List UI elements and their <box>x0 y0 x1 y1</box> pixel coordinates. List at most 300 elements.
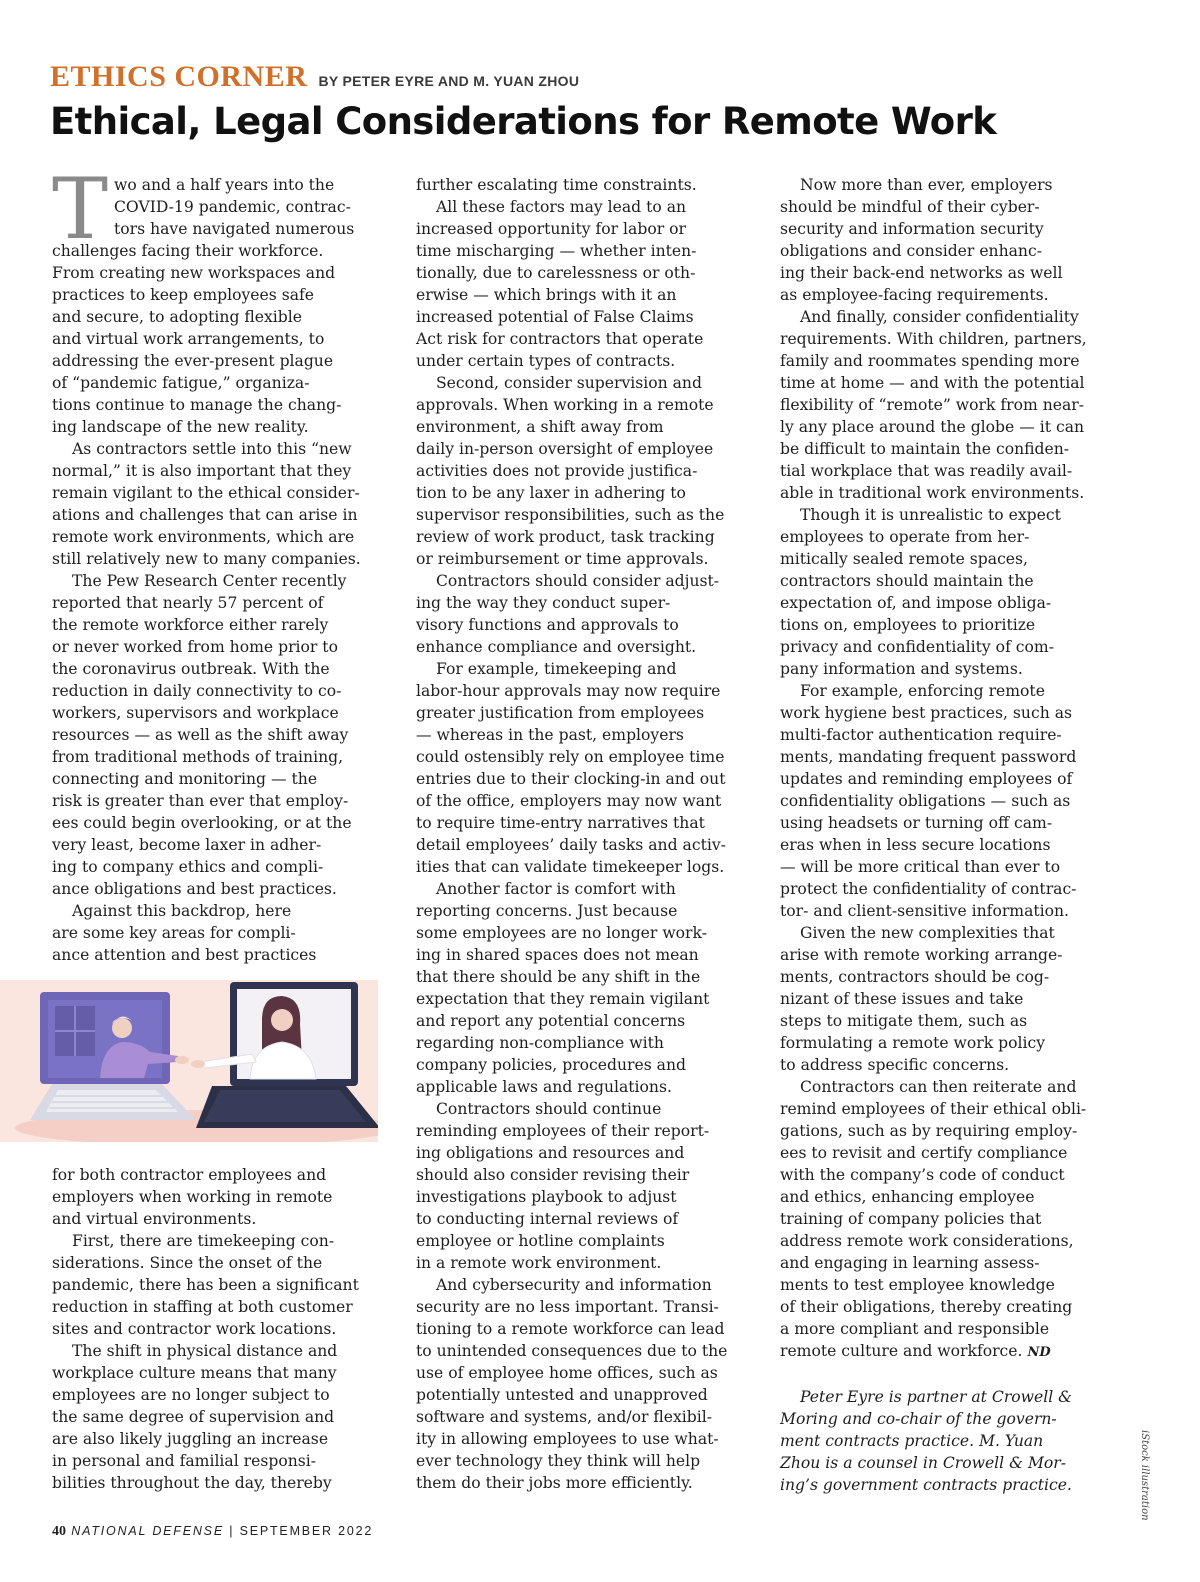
line-text: employers when working in remote <box>52 1188 333 1206</box>
text-line <box>780 174 1120 196</box>
line-text: time at home — and with the potential <box>780 374 1085 392</box>
line-text: reported that nearly 57 percent of <box>52 594 324 612</box>
line-text: resources — as well as the shift away <box>52 726 349 744</box>
text-line <box>416 614 756 636</box>
line-text: greater justification from employees <box>416 704 705 722</box>
line-text: and report any potential concerns <box>416 1012 686 1030</box>
line-text: and virtual environments. <box>52 1210 257 1228</box>
text-line <box>416 680 756 702</box>
line-text: ities that can validate timekeeper logs. <box>416 858 725 876</box>
text-line <box>416 416 756 438</box>
text-line <box>780 460 1120 482</box>
line-text: siderations. Since the onset of the <box>52 1254 323 1272</box>
line-text: remain vigilant to the ethical consider- <box>52 484 360 502</box>
text-line <box>780 438 1120 460</box>
text-line <box>780 526 1120 548</box>
text-line <box>114 174 392 196</box>
line-text: expectation of, and impose obliga- <box>780 594 1052 612</box>
line-text: pandemic, there has been a significant <box>52 1276 359 1294</box>
text-line <box>780 856 1120 878</box>
text-line <box>416 1450 756 1472</box>
line-text: security and information security <box>780 220 1044 238</box>
line-text: ees to revisit and certify compliance <box>780 1144 1068 1162</box>
line-text: remote work environments, which are <box>52 528 355 546</box>
byline: BY PETER EYRE AND M. YUAN ZHOU <box>318 73 580 89</box>
text-line <box>416 1164 756 1186</box>
line-text: reporting concerns. Just because <box>416 902 678 920</box>
text-line <box>780 1054 1120 1076</box>
line-text: detail employees’ daily tasks and activ- <box>416 836 726 854</box>
text-line <box>416 1120 756 1142</box>
text-line <box>416 1428 756 1450</box>
text-line <box>780 1230 1120 1252</box>
text-line <box>416 724 756 746</box>
text-line <box>780 218 1120 240</box>
line-text: tionally, due to carelessness or oth- <box>416 264 696 282</box>
line-text: formulating a remote work policy <box>780 1034 1046 1052</box>
text-line <box>52 482 392 504</box>
line-text: employee or hotline complaints <box>416 1232 665 1250</box>
text-line <box>780 196 1120 218</box>
line-text: First, there are timekeeping con- <box>72 1232 335 1250</box>
text-line <box>780 416 1120 438</box>
text-line <box>52 1340 392 1362</box>
line-text: training of company policies that <box>780 1210 1042 1228</box>
line-text: ing obligations and resources and <box>416 1144 685 1162</box>
video-call-illustration <box>0 980 378 1142</box>
line-text: tor- and client-sensitive information. <box>780 902 1070 920</box>
text-line <box>780 834 1120 856</box>
illustration-credit: iStock illustration <box>1139 1430 1150 1521</box>
end-mark: ND <box>1027 1345 1051 1360</box>
article-headline: Ethical, Legal Considerations for Remote Work <box>50 100 997 143</box>
line-text: Against this backdrop, here <box>72 902 292 920</box>
text-line <box>52 240 392 262</box>
text-line <box>416 1054 756 1076</box>
line-text: entries due to their clocking-in and out <box>416 770 726 788</box>
line-text: tioning to a remote workforce can lead <box>416 1320 725 1338</box>
text-line <box>52 812 392 834</box>
text-line <box>52 570 392 592</box>
line-text: ing landscape of the new reality. <box>52 418 309 436</box>
text-line <box>780 812 1120 834</box>
line-text: ing the way they conduct super- <box>416 594 671 612</box>
text-line <box>52 504 392 526</box>
line-text: ments, mandating frequent password <box>780 748 1077 766</box>
line-text: in a remote work environment. <box>416 1254 662 1272</box>
line-text: could ostensibly rely on employee time <box>416 748 725 766</box>
line-text: should be mindful of their cyber- <box>780 198 1040 216</box>
line-text: daily in-person oversight of employee <box>416 440 714 458</box>
line-text: ance obligations and best practices. <box>52 880 337 898</box>
text-line <box>416 570 756 592</box>
text-line <box>780 1098 1120 1120</box>
line-text: connecting and monitoring — the <box>52 770 318 788</box>
line-text: be difficult to maintain the confiden- <box>780 440 1070 458</box>
text-line <box>416 174 756 196</box>
text-line <box>52 790 392 812</box>
line-text: employees to operate from her- <box>780 528 1030 546</box>
line-text: ing in shared spaces does not mean <box>416 946 699 964</box>
text-line <box>52 614 392 636</box>
text-line <box>416 306 756 328</box>
line-text: reduction in staffing at both customer <box>52 1298 353 1316</box>
text-line <box>780 1032 1120 1054</box>
line-text: to require time-entry narratives that <box>416 814 705 832</box>
text-line <box>780 658 1120 680</box>
line-text: Contractors should continue <box>436 1100 662 1118</box>
text-line <box>780 1186 1120 1208</box>
text-line <box>780 636 1120 658</box>
text-line <box>780 944 1120 966</box>
author-bio <box>780 1386 1120 1496</box>
line-text: ance attention and best practices <box>52 946 317 964</box>
line-text: supervisor responsibilities, such as the <box>416 506 725 524</box>
text-line <box>780 306 1120 328</box>
text-line <box>780 1164 1120 1186</box>
text-line <box>780 592 1120 614</box>
line-text: confidentiality obligations — such as <box>780 792 1071 810</box>
text-line <box>416 1384 756 1406</box>
text-line <box>416 438 756 460</box>
line-text: expectation that they remain vigilant <box>416 990 710 1008</box>
text-line <box>52 1208 392 1230</box>
footer-separator: | <box>229 1524 235 1538</box>
line-text: the same degree of supervision and <box>52 1408 335 1426</box>
line-text: tions on, employees to prioritize <box>780 616 1036 634</box>
text-line <box>416 746 756 768</box>
line-text: are some key areas for compli- <box>52 924 296 942</box>
line-text: multi-factor authentication require- <box>780 726 1062 744</box>
line-text: practices to keep employees safe <box>52 286 314 304</box>
text-line <box>416 1098 756 1120</box>
text-line <box>52 1384 392 1406</box>
line-text: ly any place around the globe — it can <box>780 418 1085 436</box>
column-3 <box>780 174 1120 1496</box>
text-line <box>52 1274 392 1296</box>
line-text: workplace culture means that many <box>52 1364 337 1382</box>
text-line <box>780 702 1120 724</box>
line-text: privacy and confidentiality of com- <box>780 638 1054 656</box>
line-text: should also consider revising their <box>416 1166 690 1184</box>
line-text: ations and challenges that can arise in <box>52 506 358 524</box>
line-text: tors have navigated numerous <box>114 220 355 238</box>
line-text: ever technology they think will help <box>416 1452 701 1470</box>
text-line <box>52 306 392 328</box>
text-line <box>416 1472 756 1494</box>
text-line <box>114 196 392 218</box>
text-line <box>780 1474 1120 1496</box>
text-line <box>416 944 756 966</box>
page-number: 40 <box>52 1524 66 1539</box>
text-line <box>780 262 1120 284</box>
text-line <box>780 900 1120 922</box>
text-line <box>416 768 756 790</box>
text-line <box>780 878 1120 900</box>
line-text: increased opportunity for labor or <box>416 220 686 238</box>
text-line <box>780 1274 1120 1296</box>
text-line <box>780 1386 1120 1408</box>
text-line <box>780 284 1120 306</box>
text-line <box>416 262 756 284</box>
text-line <box>52 1252 392 1274</box>
text-line <box>416 966 756 988</box>
line-text: activities does not provide justifica- <box>416 462 698 480</box>
column-1-top <box>52 160 392 966</box>
section-header <box>50 60 579 94</box>
text-line <box>52 1428 392 1450</box>
line-text: applicable laws and regulations. <box>416 1078 672 1096</box>
text-line <box>416 834 756 856</box>
text-line <box>780 1076 1120 1098</box>
line-text: to unintended consequences due to the <box>416 1342 728 1360</box>
line-text: and ethics, enhancing employee <box>780 1188 1035 1206</box>
column-1-bottom <box>52 1164 392 1494</box>
text-line <box>780 746 1120 768</box>
text-line <box>416 526 756 548</box>
line-text: Moring and co-chair of the govern- <box>780 1410 1057 1428</box>
line-text: using headsets or turning off cam- <box>780 814 1053 832</box>
text-line <box>780 1208 1120 1230</box>
text-line <box>416 460 756 482</box>
text-line <box>52 834 392 856</box>
line-text: some employees are no longer work- <box>416 924 707 942</box>
line-text: time mischarging — whether inten- <box>416 242 697 260</box>
line-text: of the office, employers may now want <box>416 792 722 810</box>
text-line <box>780 614 1120 636</box>
text-line <box>52 394 392 416</box>
line-text: For example, enforcing remote <box>800 682 1045 700</box>
text-line <box>416 1010 756 1032</box>
text-line <box>52 1164 392 1186</box>
line-text: bilities throughout the day, thereby <box>52 1474 332 1492</box>
line-text: as employee-facing requirements. <box>780 286 1049 304</box>
line-text: erwise — which brings with it an <box>416 286 677 304</box>
text-line <box>52 1362 392 1384</box>
line-text: ments to test employee knowledge <box>780 1276 1055 1294</box>
text-line <box>416 1340 756 1362</box>
line-text: All these factors may lead to an <box>436 198 687 216</box>
issue-date: SEPTEMBER 2022 <box>239 1524 374 1538</box>
line-text: of “pandemic fatigue,” organiza- <box>52 374 310 392</box>
section-label: ETHICS CORNER <box>50 60 308 93</box>
right-laptop <box>196 982 378 1128</box>
text-line <box>780 570 1120 592</box>
line-text: review of work product, task tracking <box>416 528 715 546</box>
text-line <box>416 900 756 922</box>
line-text: ity in allowing employees to use what- <box>416 1430 719 1448</box>
text-line <box>780 966 1120 988</box>
text-line <box>780 328 1120 350</box>
text-line <box>416 394 756 416</box>
line-text: pany information and systems. <box>780 660 1023 678</box>
line-text: of their obligations, thereby creating <box>780 1298 1073 1316</box>
text-line <box>52 592 392 614</box>
text-line <box>52 1472 392 1494</box>
text-line <box>416 702 756 724</box>
text-line <box>780 1408 1120 1430</box>
line-text: increased potential of False Claims <box>416 308 694 326</box>
text-line <box>52 944 392 966</box>
text-line <box>52 658 392 680</box>
text-line <box>780 768 1120 790</box>
text-line <box>416 1362 756 1384</box>
text-line <box>52 1186 392 1208</box>
line-text: the remote workforce either rarely <box>52 616 329 634</box>
line-text: software and systems, and/or flexibil- <box>416 1408 713 1426</box>
line-text: Now more than ever, employers <box>800 176 1053 194</box>
text-line <box>780 790 1120 812</box>
line-text: tial workplace that was readily avail- <box>780 462 1073 480</box>
text-line <box>416 812 756 834</box>
line-text: remind employees of their ethical obli- <box>780 1100 1087 1118</box>
line-text: ments, contractors should be cog- <box>780 968 1050 986</box>
text-line <box>780 350 1120 372</box>
line-text: The shift in physical distance and <box>72 1342 338 1360</box>
text-line <box>52 878 392 900</box>
text-line <box>52 1450 392 1472</box>
line-text: sites and contractor work locations. <box>52 1320 337 1338</box>
line-text: addressing the ever-present plague <box>52 352 334 370</box>
line-text: nizant of these issues and take <box>780 990 1024 1008</box>
text-line <box>52 372 392 394</box>
line-text: reminding employees of their report- <box>416 1122 710 1140</box>
text-line <box>52 548 392 570</box>
text-line <box>416 1230 756 1252</box>
text-line <box>780 1452 1120 1474</box>
line-text: ment contracts practice. M. Yuan <box>780 1432 1044 1450</box>
line-text: security are no less important. Transi- <box>416 1298 719 1316</box>
line-text: Second, consider supervision and <box>436 374 702 392</box>
line-text: the coronavirus outbreak. With the <box>52 660 330 678</box>
text-line <box>416 636 756 658</box>
text-line <box>416 284 756 306</box>
line-text: and secure, to adopting flexible <box>52 308 302 326</box>
line-text: requirements. With children, partners, <box>780 330 1087 348</box>
line-text: arise with remote working arrange- <box>780 946 1063 964</box>
text-line <box>780 1430 1120 1452</box>
line-text: environment, a shift away from <box>416 418 664 436</box>
line-text: ing their back-end networks as well <box>780 264 1063 282</box>
text-line <box>780 1296 1120 1318</box>
magazine-name: NATIONAL DEFENSE <box>71 1524 224 1538</box>
column-3-body <box>780 174 1120 1364</box>
line-text: labor-hour approvals may now require <box>416 682 721 700</box>
line-text: or never worked from home prior to <box>52 638 338 656</box>
line-text: As contractors settle into this “new <box>72 440 352 458</box>
line-text: From creating new workspaces and <box>52 264 336 282</box>
text-line <box>780 240 1120 262</box>
text-line <box>780 1318 1120 1340</box>
line-text: approvals. When working in a remote <box>416 396 714 414</box>
text-line <box>416 504 756 526</box>
text-line <box>416 372 756 394</box>
text-line <box>52 922 392 944</box>
line-text: them do their jobs more efficiently. <box>416 1474 693 1492</box>
line-text: Contractors should consider adjust- <box>436 572 720 590</box>
text-line <box>52 900 392 922</box>
text-line <box>416 988 756 1010</box>
text-line <box>780 482 1120 504</box>
line-text: risk is greater than ever that employ- <box>52 792 349 810</box>
text-line <box>52 526 392 548</box>
text-line <box>416 328 756 350</box>
text-line <box>52 856 392 878</box>
text-line <box>416 1296 756 1318</box>
text-line <box>416 218 756 240</box>
line-text: still relatively new to many companies. <box>52 550 361 568</box>
text-line <box>52 416 392 438</box>
line-text: wo and a half years into the <box>114 176 335 194</box>
text-line <box>416 196 756 218</box>
line-text: challenges facing their workforce. <box>52 242 324 260</box>
line-text: ing to company ethics and compli- <box>52 858 324 876</box>
text-line <box>52 724 392 746</box>
text-line <box>416 790 756 812</box>
text-line <box>52 1296 392 1318</box>
text-line <box>416 350 756 372</box>
line-text: mitically sealed remote spaces, <box>780 550 1028 568</box>
line-text: For example, timekeeping and <box>436 660 677 678</box>
line-text: Peter Eyre is partner at Crowell & <box>800 1388 1073 1406</box>
text-line <box>780 1142 1120 1164</box>
text-line <box>416 1274 756 1296</box>
line-text: tions continue to manage the chang- <box>52 396 342 414</box>
text-line <box>416 856 756 878</box>
line-text: company policies, procedures and <box>416 1056 686 1074</box>
text-line <box>52 702 392 724</box>
line-text: Another factor is comfort with <box>436 880 676 898</box>
line-text: And cybersecurity and information <box>436 1276 712 1294</box>
line-text: family and roommates spending more <box>780 352 1080 370</box>
text-line <box>780 394 1120 416</box>
line-text: in personal and familial responsi- <box>52 1452 317 1470</box>
text-line <box>52 768 392 790</box>
text-line <box>416 592 756 614</box>
line-text: eras when in less secure locations <box>780 836 1051 854</box>
line-text: COVID-19 pandemic, contrac- <box>114 198 351 216</box>
line-text: to conducting internal reviews of <box>416 1210 679 1228</box>
text-line <box>416 1142 756 1164</box>
line-text: updates and reminding employees of <box>780 770 1073 788</box>
text-line <box>416 1186 756 1208</box>
text-line <box>416 922 756 944</box>
line-text: Though it is unrealistic to expect <box>800 506 1061 524</box>
line-text: reduction in daily connectivity to co- <box>52 682 342 700</box>
line-text: from traditional methods of training, <box>52 748 344 766</box>
line-text: enhance compliance and oversight. <box>416 638 697 656</box>
text-line <box>52 460 392 482</box>
text-line <box>416 1406 756 1428</box>
line-text: And finally, consider confidentiality <box>800 308 1079 326</box>
text-line <box>416 240 756 262</box>
text-line <box>52 1318 392 1340</box>
page-footer <box>52 1524 373 1540</box>
line-text: with the company’s code of conduct <box>780 1166 1065 1184</box>
text-line <box>416 1252 756 1274</box>
line-text: or reimbursement or time approvals. <box>416 550 709 568</box>
line-text: a more compliant and responsible <box>780 1320 1050 1338</box>
line-text: investigations playbook to adjust <box>416 1188 677 1206</box>
text-line <box>52 636 392 658</box>
line-text: potentially untested and unapproved <box>416 1386 708 1404</box>
text-line <box>52 1230 392 1252</box>
text-line <box>52 680 392 702</box>
line-text: able in traditional work environments. <box>780 484 1085 502</box>
text-line <box>780 724 1120 746</box>
text-line <box>780 680 1120 702</box>
line-text: and virtual work arrangements, to <box>52 330 325 348</box>
